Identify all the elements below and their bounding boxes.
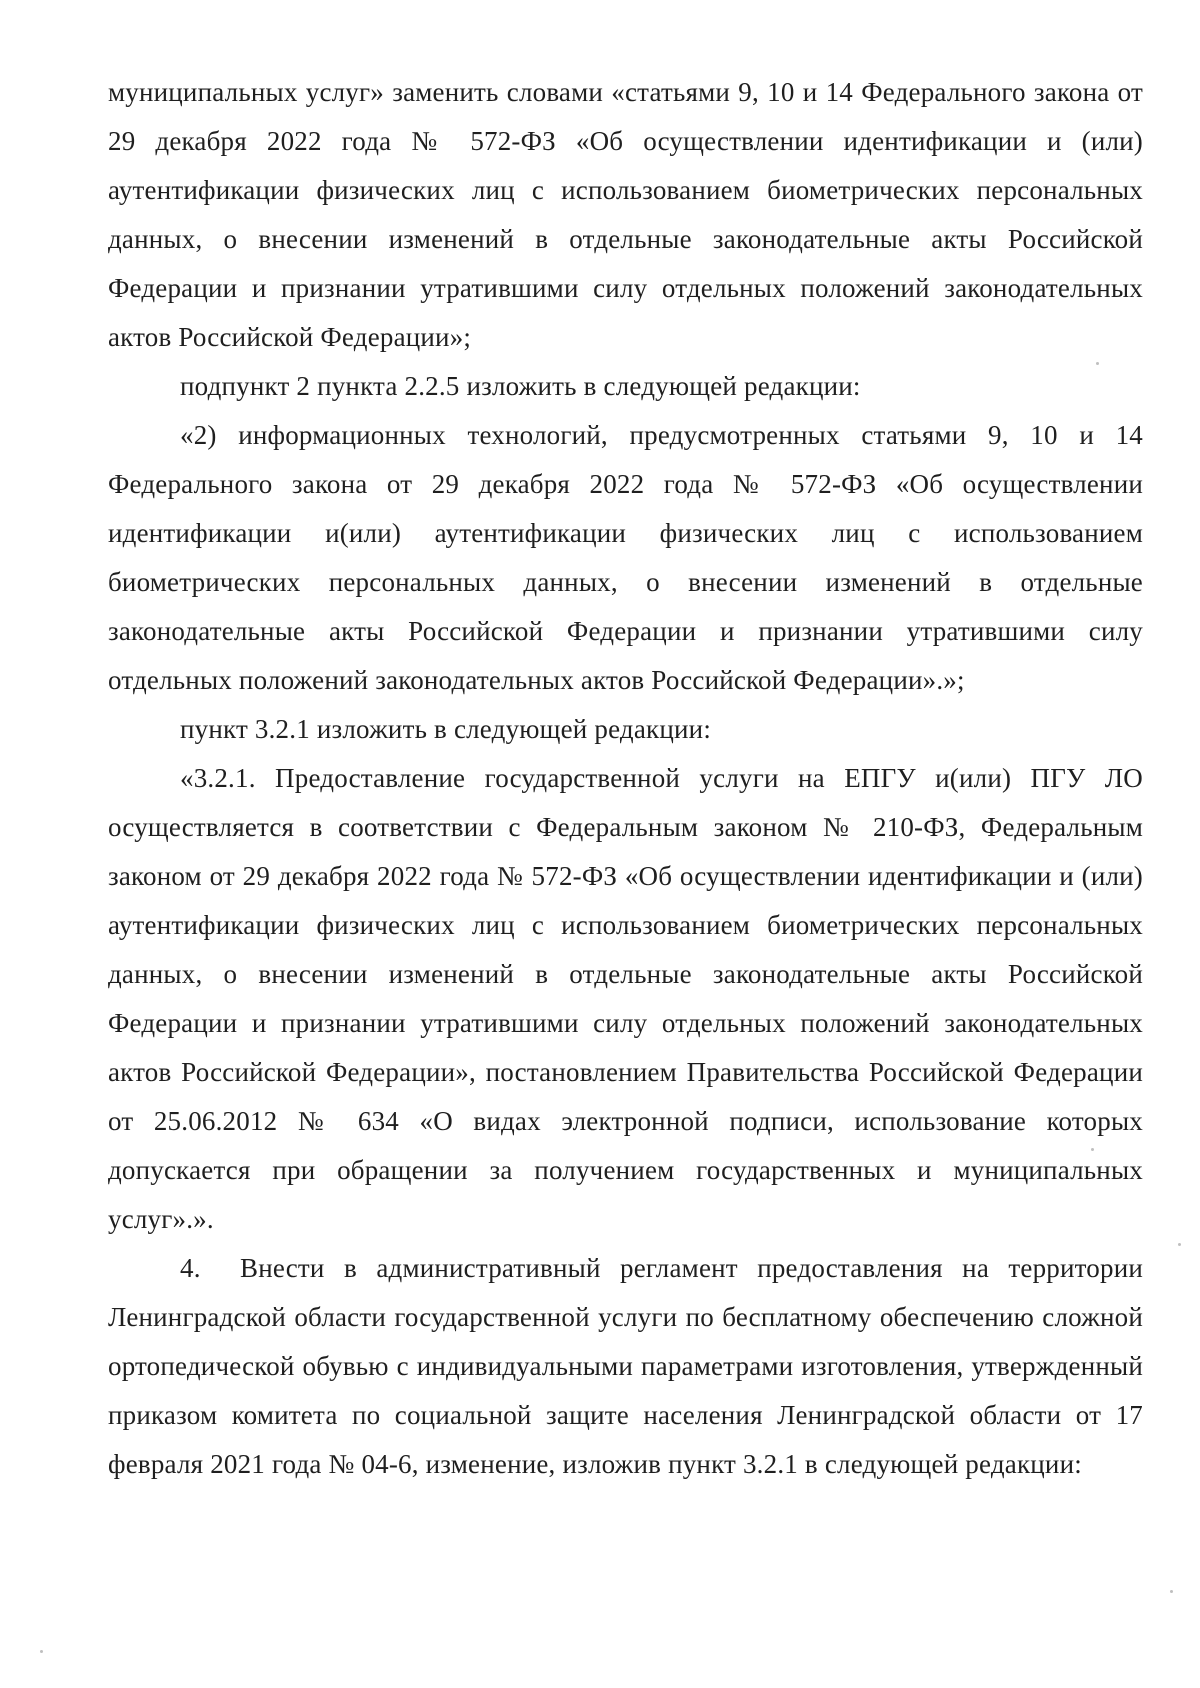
scan-speck: [1091, 1148, 1094, 1151]
paragraph-numbered-4-text: Внести в административный регламент предоставления на территории Ленинградской области государственной услуги по бесплатному обеспечению сложной ортопедической обувью с индивидуальными параметрами изготовления, утвержденный приказом комитета по социальной защите населения Ленинградской области от 17 февраля 2021 года № 04-6, изменение, изложив пункт 3.2.1 в следующей редакции:: [108, 1253, 1143, 1479]
paragraph-continuation: муниципальных услуг» заменить словами «статьями 9, 10 и 14 Федерального закона от 29 декабря 2022 года № 572-ФЗ «Об осуществлении идентификации и (или) аутентификации физических лиц с использованием биометрических персональных данных, о внесении изменений в отдельные законодательные акты Российской Федерации и признании утратившими силу отдельных положений законодательных актов Российской Федерации»;: [108, 77, 1143, 352]
paragraph-item-text: «3.2.1. Предоставление государственной услуги на ЕПГУ и(или) ПГУ ЛО осуществляется в соответствии с Федеральным законом № 210-ФЗ, Федеральным законом от 29 декабря 2022 года № 572-ФЗ «Об осуществлении идентификации и (или) аутентификации физических лиц с использованием биометрических персональных данных, о внесении изменений в отдельные законодательные акты Российской Федерации и признании утратившими силу отдельных положений законодательных актов Российской Федерации», постановлением Правительства Российской Федерации от 25.06.2012 № 634 «О видах электронной подписи, использование которых допускается при обращении за получением государственных и муниципальных услуг».».: [108, 763, 1143, 1234]
scan-speck: [1178, 1243, 1181, 1246]
paragraph-item-instruction: пункт 3.2.1 изложить в следующей редакции:: [180, 714, 712, 744]
paragraph-subitem-instruction: подпункт 2 пункта 2.2.5 изложить в следующей редакции:: [180, 371, 861, 401]
scan-speck: [1096, 362, 1099, 365]
document-body: [108, 68, 1143, 1489]
scan-speck: [40, 1650, 43, 1653]
item-number: 4.: [180, 1253, 201, 1283]
paragraph-subitem-text: «2) информационных технологий, предусмотренных статьями 9, 10 и 14 Федерального закона от 29 декабря 2022 года № 572-ФЗ «Об осуществлении идентификации и(или) аутентификации физических лиц с использованием биометрических персональных данных, о внесении изменений в отдельные законодательные акты Российской Федерации и признании утратившими силу отдельных положений законодательных актов Российской Федерации».»;: [108, 420, 1143, 695]
scan-speck: [1170, 1590, 1173, 1593]
paragraph-numbered-4: [108, 1244, 1143, 1489]
